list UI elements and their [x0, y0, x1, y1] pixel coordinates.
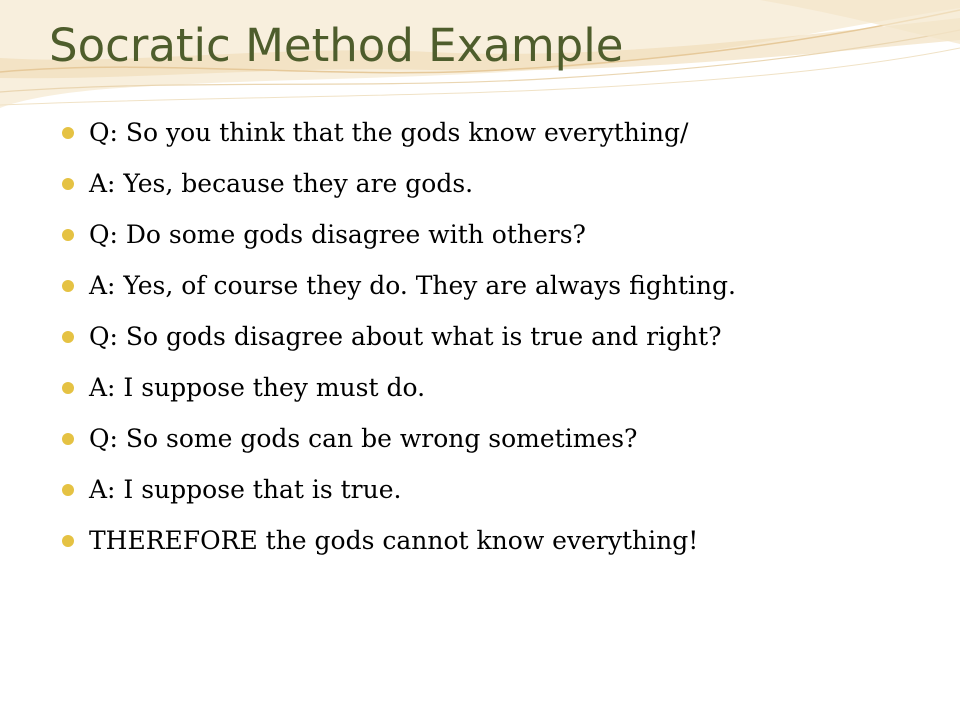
- bullet-item: [62, 413, 736, 464]
- bullet-item: [62, 464, 736, 515]
- bullet-item: [62, 107, 736, 158]
- bullet-item: [62, 158, 736, 209]
- bullet-dot-icon: [62, 382, 74, 394]
- bullet-dot-icon: [62, 484, 74, 496]
- slide-title: Socratic Method Example: [49, 19, 624, 72]
- bullet-item: [62, 260, 736, 311]
- bullet-dot-icon: [62, 127, 74, 139]
- bullet-dot-icon: [62, 178, 74, 190]
- bullet-text: Q: Do some gods disagree with others?: [89, 220, 586, 249]
- bullet-dot-icon: [62, 229, 74, 241]
- bullet-text: Q: So some gods can be wrong sometimes?: [89, 424, 638, 453]
- bullet-text: Q: So you think that the gods know everything/: [89, 118, 689, 147]
- bullet-item: [62, 515, 736, 566]
- bullet-dot-icon: [62, 280, 74, 292]
- bullet-item: [62, 209, 736, 260]
- bullet-list: [62, 107, 736, 566]
- bullet-item: [62, 311, 736, 362]
- bullet-text: THEREFORE the gods cannot know everything!: [89, 526, 699, 555]
- bullet-dot-icon: [62, 535, 74, 547]
- bullet-item: [62, 362, 736, 413]
- bullet-text: A: I suppose that is true.: [89, 475, 402, 504]
- bullet-dot-icon: [62, 433, 74, 445]
- bullet-text: A: Yes, because they are gods.: [89, 169, 474, 198]
- bullet-dot-icon: [62, 331, 74, 343]
- bullet-text: A: I suppose they must do.: [89, 373, 426, 402]
- bullet-text: Q: So gods disagree about what is true and right?: [89, 322, 722, 351]
- bullet-text: A: Yes, of course they do. They are always fighting.: [89, 271, 736, 300]
